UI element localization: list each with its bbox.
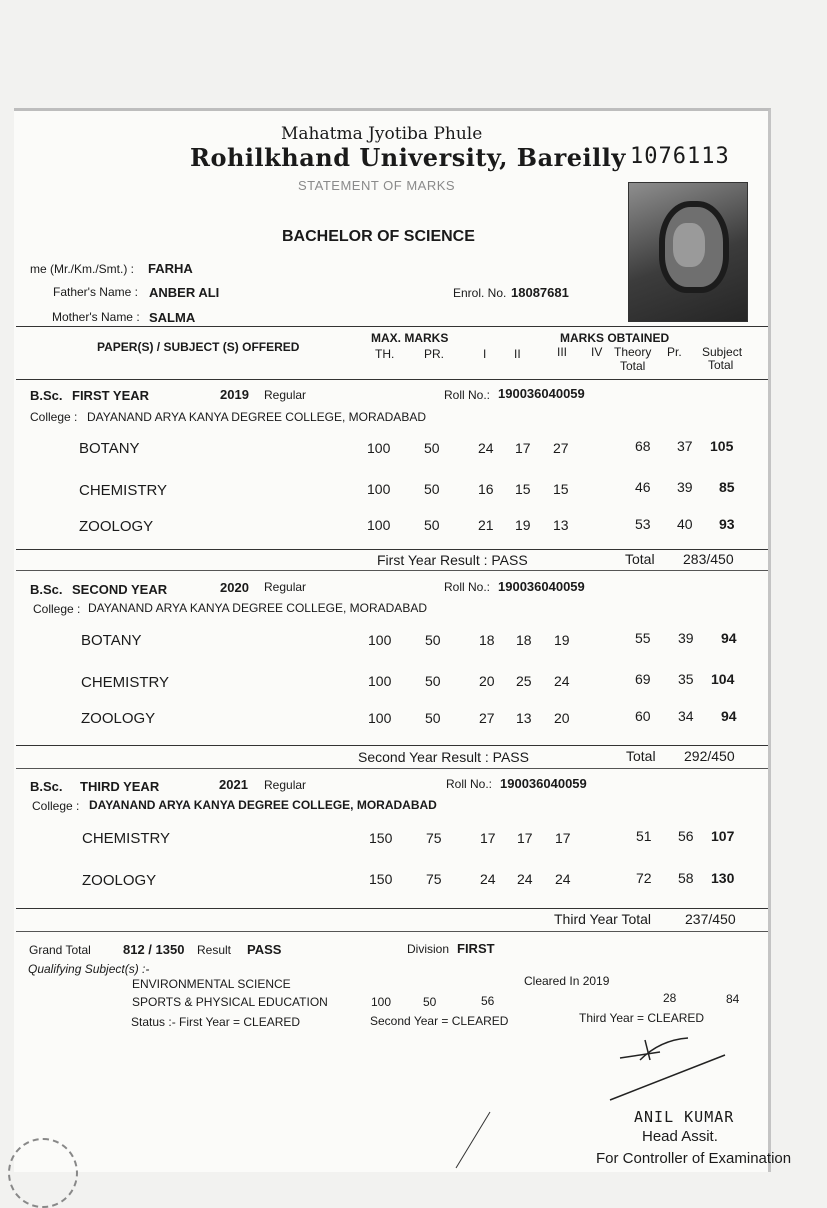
marks-ii: 24 xyxy=(517,871,533,887)
max-pr: 50 xyxy=(425,710,441,726)
pr-obtained: 35 xyxy=(678,671,694,687)
year-total-label: Third Year Total xyxy=(554,911,652,927)
marks-ii: 17 xyxy=(517,830,533,846)
marks-i: 18 xyxy=(479,632,495,648)
sports-theory-total: 28 xyxy=(663,991,677,1005)
signature-scribble xyxy=(600,1030,740,1110)
sports-subject: SPORTS & PHYSICAL EDUCATION xyxy=(132,995,328,1009)
subject-total: 105 xyxy=(710,438,734,454)
roll-label: Roll No.: xyxy=(446,777,493,791)
subject-total: 93 xyxy=(719,516,735,532)
divider xyxy=(16,908,768,909)
university-subtitle: Mahatma Jyotiba Phule xyxy=(281,124,483,144)
roll-number: 190036040059 xyxy=(500,776,587,791)
student-photo xyxy=(628,182,748,322)
roll-label: Roll No.: xyxy=(444,580,491,594)
pr-obtained: 37 xyxy=(677,438,693,454)
marks-i: 27 xyxy=(479,710,495,726)
divider xyxy=(16,931,768,932)
marks-ii: 17 xyxy=(515,440,531,456)
marks-i: 24 xyxy=(478,440,494,456)
col-subject-total: Total xyxy=(708,358,734,372)
pr-obtained: 40 xyxy=(677,516,693,532)
env-science: ENVIRONMENTAL SCIENCE xyxy=(132,977,291,991)
grand-total-label: Grand Total xyxy=(29,943,91,957)
theory-total: 53 xyxy=(635,516,651,532)
theory-total: 51 xyxy=(636,828,652,844)
student-name: FARHA xyxy=(148,261,193,276)
roll-label: Roll No.: xyxy=(444,388,491,402)
final-result: PASS xyxy=(247,942,282,957)
marks-iii: 20 xyxy=(554,710,570,726)
sports-max-pr: 50 xyxy=(423,995,437,1009)
college-name: DAYANAND ARYA KANYA DEGREE COLLEGE, MORADABAD xyxy=(89,798,437,812)
theory-total: 60 xyxy=(635,708,651,724)
col-i: I xyxy=(483,347,487,361)
max-th: 100 xyxy=(367,517,391,533)
mother-name: SALMA xyxy=(149,310,196,325)
marks-i: 20 xyxy=(479,673,495,689)
subject-total: 130 xyxy=(711,870,735,886)
col-pr-obtained: Pr. xyxy=(667,345,682,359)
col-iv: IV xyxy=(591,345,603,359)
year-type: Regular xyxy=(264,388,307,402)
enrol-number: 18087681 xyxy=(511,285,569,300)
year-total: 237/450 xyxy=(685,911,736,927)
year-title: SECOND YEAR xyxy=(72,582,168,597)
max-th: 100 xyxy=(368,710,392,726)
year-type: Regular xyxy=(264,580,307,594)
subject-total: 94 xyxy=(721,708,737,724)
col-theory-total: Total xyxy=(620,359,646,373)
division: FIRST xyxy=(457,941,495,956)
divider xyxy=(16,570,768,571)
col-subject: Subject xyxy=(702,345,743,359)
divider xyxy=(16,549,768,550)
subject-name: ZOOLOGY xyxy=(79,518,154,535)
subject-name: BOTANY xyxy=(81,632,142,649)
year-session: 2019 xyxy=(220,387,249,402)
serial-number: 1076113 xyxy=(630,144,730,169)
max-th: 100 xyxy=(367,481,391,497)
max-pr: 75 xyxy=(426,871,442,887)
subject-name: CHEMISTRY xyxy=(79,482,168,499)
col-marks-obtained: MARKS OBTAINED xyxy=(560,331,670,345)
marks-i: 17 xyxy=(480,830,496,846)
marks-iii: 15 xyxy=(553,481,569,497)
max-th: 100 xyxy=(368,632,392,648)
max-pr: 50 xyxy=(425,673,441,689)
pen-mark xyxy=(450,1110,500,1169)
result-label: Result xyxy=(197,943,232,957)
signatory-office: For Controller of Examination xyxy=(596,1150,792,1167)
divider xyxy=(16,379,768,380)
status-third-year: Third Year = CLEARED xyxy=(579,1011,705,1025)
subject-name: BOTANY xyxy=(79,440,140,457)
qualifying-label: Qualifying Subject(s) :- xyxy=(28,962,150,976)
year-course: B.Sc. xyxy=(30,779,63,794)
col-theory: Theory xyxy=(614,345,652,359)
col-max-marks: MAX. MARKS xyxy=(371,331,449,345)
statement-title: STATEMENT OF MARKS xyxy=(298,178,456,193)
subject-name: CHEMISTRY xyxy=(82,830,171,847)
college-label: College : xyxy=(30,410,78,424)
theory-total: 55 xyxy=(635,630,651,646)
marks-ii: 25 xyxy=(516,673,532,689)
college-label: College : xyxy=(33,602,81,616)
sports-marks-i: 56 xyxy=(481,994,495,1008)
subject-name: ZOOLOGY xyxy=(82,872,157,889)
seal-stamp xyxy=(8,1138,78,1208)
marks-i: 16 xyxy=(478,481,494,497)
theory-total: 69 xyxy=(635,671,651,687)
max-pr: 50 xyxy=(424,440,440,456)
year-session: 2021 xyxy=(219,777,248,792)
max-th: 100 xyxy=(367,440,391,456)
subject-total: 107 xyxy=(711,828,735,844)
marks-iii: 27 xyxy=(553,440,569,456)
col-ii: II xyxy=(514,347,521,361)
marks-iii: 13 xyxy=(553,517,569,533)
theory-total: 46 xyxy=(635,479,651,495)
marks-iii: 24 xyxy=(554,673,570,689)
year-course: B.Sc. xyxy=(30,582,63,597)
max-pr: 50 xyxy=(424,481,440,497)
marks-i: 21 xyxy=(478,517,494,533)
signatory-designation: Head Assit. xyxy=(642,1128,718,1145)
subject-name: CHEMISTRY xyxy=(81,674,170,691)
max-th: 150 xyxy=(369,871,393,887)
sports-subject-total: 84 xyxy=(726,992,740,1006)
subject-total: 85 xyxy=(719,479,735,495)
col-pr: PR. xyxy=(424,347,445,361)
divider xyxy=(16,326,768,327)
degree-title: BACHELOR OF SCIENCE xyxy=(282,228,475,245)
enrol-label: Enrol. No. xyxy=(453,286,507,300)
sports-max-th: 100 xyxy=(371,995,392,1009)
max-pr: 50 xyxy=(425,632,441,648)
university-name: Rohilkhand University, Bareilly xyxy=(190,143,626,172)
year-total-label: Total xyxy=(626,748,656,764)
year-result: Second Year Result : PASS xyxy=(358,749,529,765)
year-title: THIRD YEAR xyxy=(80,779,160,794)
marks-i: 24 xyxy=(480,871,496,887)
roll-number: 190036040059 xyxy=(498,386,585,401)
year-total: 283/450 xyxy=(683,551,734,567)
pr-obtained: 34 xyxy=(678,708,694,724)
divider xyxy=(16,768,768,769)
pr-obtained: 39 xyxy=(678,630,694,646)
col-paper: PAPER(S) / SUBJECT (S) OFFERED xyxy=(97,340,300,354)
max-th: 150 xyxy=(369,830,393,846)
status-first-year: Status :- First Year = CLEARED xyxy=(131,1015,301,1029)
max-pr: 75 xyxy=(426,830,442,846)
col-iii: III xyxy=(557,345,568,359)
col-th: TH. xyxy=(375,347,395,361)
marks-ii: 15 xyxy=(515,481,531,497)
signatory-name: ANIL KUMAR xyxy=(634,1108,735,1126)
pr-obtained: 56 xyxy=(678,828,694,844)
max-th: 100 xyxy=(368,673,392,689)
marks-ii: 18 xyxy=(516,632,532,648)
marks-iii: 17 xyxy=(555,830,571,846)
status-second-year: Second Year = CLEARED xyxy=(370,1014,509,1028)
college-name: DAYANAND ARYA KANYA DEGREE COLLEGE, MORADABAD xyxy=(88,601,427,615)
cleared-in: Cleared In 2019 xyxy=(524,974,610,988)
max-pr: 50 xyxy=(424,517,440,533)
mother-label: Mother's Name : xyxy=(52,310,140,324)
grand-total: 812 / 1350 xyxy=(123,942,185,957)
subject-total: 94 xyxy=(721,630,737,646)
father-label: Father's Name : xyxy=(53,285,138,299)
subject-name: ZOOLOGY xyxy=(81,710,156,727)
year-type: Regular xyxy=(264,778,307,792)
year-total-label: Total xyxy=(625,551,655,567)
subject-total: 104 xyxy=(711,671,735,687)
division-label: Division xyxy=(407,942,450,956)
marks-ii: 13 xyxy=(516,710,532,726)
roll-number: 190036040059 xyxy=(498,579,585,594)
year-title: FIRST YEAR xyxy=(72,388,150,403)
father-name: ANBER ALI xyxy=(149,285,220,300)
year-session: 2020 xyxy=(220,580,249,595)
college-label: College : xyxy=(32,799,80,813)
name-label: me (Mr./Km./Smt.) : xyxy=(30,262,134,276)
year-total: 292/450 xyxy=(684,748,735,764)
theory-total: 72 xyxy=(636,870,652,886)
pr-obtained: 39 xyxy=(677,479,693,495)
theory-total: 68 xyxy=(635,438,651,454)
year-result: First Year Result : PASS xyxy=(377,552,528,568)
pr-obtained: 58 xyxy=(678,870,694,886)
marks-iii: 19 xyxy=(554,632,570,648)
year-course: B.Sc. xyxy=(30,388,63,403)
college-name: DAYANAND ARYA KANYA DEGREE COLLEGE, MORADABAD xyxy=(87,410,426,424)
divider xyxy=(16,745,768,746)
marks-iii: 24 xyxy=(555,871,571,887)
marks-ii: 19 xyxy=(515,517,531,533)
